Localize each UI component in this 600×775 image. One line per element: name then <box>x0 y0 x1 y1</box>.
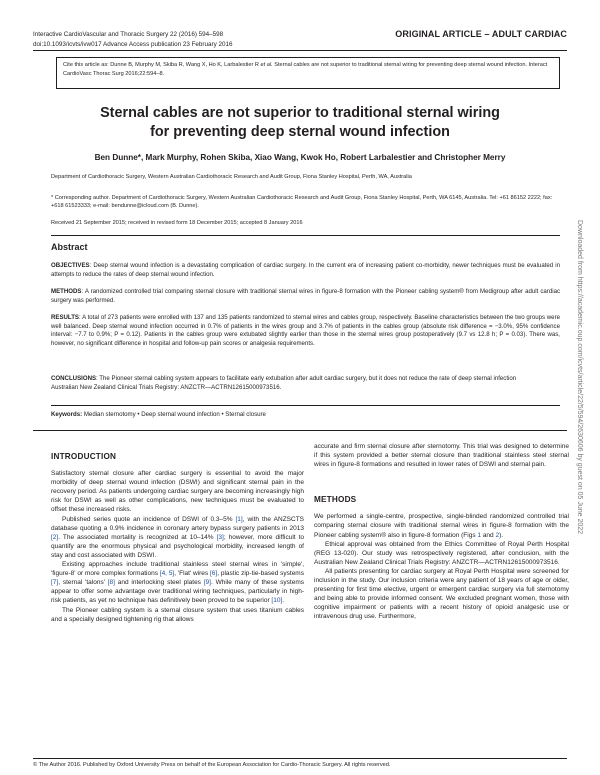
journal-line-1: Interactive CardioVascular and Thoracic Surgery 22 (2016) 594–598 <box>33 31 224 38</box>
download-notice: Downloaded from https://academic.oup.com/icvts/article/22/5/594/2630606 by guest on 05 June 2022 <box>576 220 583 535</box>
header-rule <box>33 50 567 51</box>
intro-paragraph-1: Satisfactory sternal closure after cardiac surgery is essential to avoid the major morbidity of deep sternal wound infection (DSWI) and significant sternal pain in the recovery period. As patients undergoing cardiac surgery are becoming increasingly high risk for DSWI as well as other complications, new techniques must be evaluated to offset these increased risks. <box>51 470 304 514</box>
citation-box <box>56 57 560 89</box>
affiliation: Department of Cardiothoracic Surgery, Western Australian Cardiothoracic Research and Audit Group, Fiona Stanley Hospital, Perth, WA, Australia <box>51 174 412 180</box>
title-line-2: for preventing deep sternal wound infection <box>150 124 450 140</box>
left-column <box>51 452 304 624</box>
title-line-1: Sternal cables are not superior to traditional sternal wiring <box>100 105 500 121</box>
introduction-heading: INTRODUCTION <box>51 452 117 461</box>
keywords-label: Keywords: <box>51 411 83 418</box>
citation-etal: et al. <box>260 62 273 68</box>
results-text: : A total of 273 patients were enrolled with 137 and 135 patients randomized to sternal wires and cables group, respectively. Baseline characteristics between the two groups were well balanced. Deep sternal wound infection occurred in 0.7% of patients in the wires group and 3.7% of patients in the cables group (absolute risk difference = −3.0%, 95% confidence interval: −7.7 to 0.9%; P = 0.12). Patients in the cables group were extubated slightly earlier than those in the sternal wires group postoperatively (9.7 vs 12.8 h; P = 0.03). There was, however, no significant difference in hospital and follow-up pain scores or analgesia requirements. <box>51 314 560 348</box>
right-column <box>314 442 569 622</box>
methods-label: METHODS <box>51 288 82 295</box>
conclusions-label: CONCLUSIONS <box>51 375 97 382</box>
received-dates: Received 21 September 2015; received in revised form 18 December 2015; accepted 8 January 2016 <box>51 220 303 226</box>
correspondence: * Corresponding author. Department of Cardiothoracic Surgery, Western Australian Cardiothoracic Research and Audit Group, Fiona Stanley Hospital, Perth, WA 6145, Australia. Tel: +61 86152 2222; fax: +618 61523333; e-mail: bendunne@icloud.com (B. Dunne). <box>51 195 553 209</box>
abstract-objectives <box>51 262 560 279</box>
methods-heading: METHODS <box>314 495 357 505</box>
journal-header <box>33 30 233 49</box>
objectives-text: : Deep sternal wound infection is a devastating complication of cardiac surgery. In the current era of increasing patient co-morbidity, newer techniques must be evaluated in attempts to reduce the rates of deep sternal wound infection. <box>51 262 560 278</box>
ref-link[interactable]: [6] <box>210 570 218 578</box>
abstract-methods <box>51 288 560 305</box>
copyright-footer: © The Author 2016. Published by Oxford University Press on behalf of the European Association for Cardio-Thoracic Surgery. All rights reserved. <box>33 758 567 768</box>
results-label: RESULTS <box>51 314 79 321</box>
figure-link[interactable]: 1 <box>477 531 482 539</box>
author-list: Ben Dunne*, Mark Murphy, Rohen Skiba, Xiao Wang, Kwok Ho, Robert Larbalestier and Christopher Merry <box>94 153 506 162</box>
methods-paragraph-3: All patients presenting for cardiac surgery at Royal Perth Hospital were screened for inclusion in the study. Our inclusion criteria were any patient of 18 years of age or older, presenting for first time elective, urgent or emergent cardiac surgery via full sternotomy and being able to provide informed consent. We excluded pregnant women, those with cognitive impairment or patients with a recent history of opioid analgesic use or intravenous drug use. Furthermore, <box>314 567 569 621</box>
intro-paragraph-4: The Pioneer cabling system is a sternal closure system that uses titanium cables and a specially designed tightening rig that allows <box>51 606 304 623</box>
figure-link[interactable]: 2 <box>495 531 500 539</box>
citation-prefix: Cite this article as: Dunne B, Murphy M, Skiba R, Wang X, Ho K, Larbalestier R <box>63 62 261 68</box>
section-label: ORIGINAL ARTICLE – ADULT CARDIAC <box>395 29 567 39</box>
trial-registry: Australian New Zealand Clinical Trials Registry: ANZCTR—ACTRN12615000973516. <box>51 383 282 391</box>
section-divider <box>33 430 567 431</box>
conclusions-text: : The Pioneer sternal cabling system appears to facilitate early extubation after adult cardiac surgery, but it does not reduce the rate of deep sternal infection <box>96 375 517 382</box>
ref-link[interactable]: [7] <box>51 579 59 587</box>
ref-link[interactable]: [4, 5] <box>159 570 175 578</box>
ref-link[interactable]: [8] <box>107 579 115 587</box>
keywords <box>51 411 266 418</box>
ref-link[interactable]: [10] <box>271 597 283 605</box>
methods-text: : A randomized controlled trial comparing sternal closure with traditional sternal wires in figure-8 formation with the Pioneer cabling system® from Medigroup after adult cardiac surgery was performed. <box>51 288 560 304</box>
abstract-top-rule <box>51 235 560 236</box>
keywords-rule <box>51 405 560 406</box>
journal-line-2: doi:10.1093/icvts/ivw017 Advance Access publication 23 February 2016 <box>33 40 233 48</box>
abstract-heading: Abstract <box>51 242 88 252</box>
ref-link[interactable]: [3] <box>216 533 224 541</box>
methods-paragraph-2: Ethical approval was obtained from the Ethics Committee of Royal Perth Hospital (REG 13-020). Our study was retrospectively registered, after conclusion, with the Australian New Zealand Clinical Trials Registry: ANZCTR—ACTRN12615000973516. <box>314 540 569 566</box>
download-sidebar <box>573 220 587 560</box>
ref-link[interactable]: [9] <box>203 579 211 587</box>
citation-rest: Sternal cables are not superior to traditional sternal wiring for preventing deep sternal wound infection. Interact CardioVasc Thorac Surg 2016;22:594–8. <box>63 62 548 77</box>
abstract-results <box>51 314 560 349</box>
ref-link[interactable]: [2] <box>51 533 59 541</box>
intro-continued: accurate and firm sternal closure after sternotomy. This trial was designed to determine if this system provided a better sternal closure than traditional stainless steel sternal wires in figure-8 formations and resulted in lower rates of DSWI and sternal pain. <box>314 443 569 469</box>
ref-link[interactable]: [1] <box>235 515 243 523</box>
intro-paragraph-2: Published series quote an incidence of DSWI of 0.3–5% [1], with the ANZSCTS database quoting a 0.9% incidence in coronary artery bypass surgery patients in 2013 [2]. The associated mortality is recognized at 10–14% [3]; however, more difficult to quantify are the enormous physical and psychological morbidity, increased length of stay and cost associated with DSWI. <box>51 515 304 559</box>
keywords-text: Median sternotomy • Deep sternal wound infection • Sternal closure <box>82 411 266 418</box>
objectives-label: OBJECTIVES <box>51 262 90 269</box>
methods-paragraph-1: We performed a single-centre, prospective, single-blinded randomized controlled trial comparing sternal closure with traditional sternal wires in figure-8 formation with the Pioneer cabling system® also in figure-8 formation (Figs 1 and 2). <box>314 513 569 539</box>
intro-paragraph-3: Existing approaches include traditional stainless steel sternal wires in 'simple', 'figure-8' or more complex formations [4, 5], 'Flat' wires [6], plastic zip-tie-based systems [7], sternal 'talons' [8] and interlocking steel plates [9]. While many of these systems appear to offer some advantage over traditional wiring techniques, particularly in high-risk patients, as yet no technique has definitively been proved to be superior [10]. <box>51 561 305 605</box>
article-title <box>40 104 560 142</box>
abstract-conclusions <box>51 375 560 392</box>
